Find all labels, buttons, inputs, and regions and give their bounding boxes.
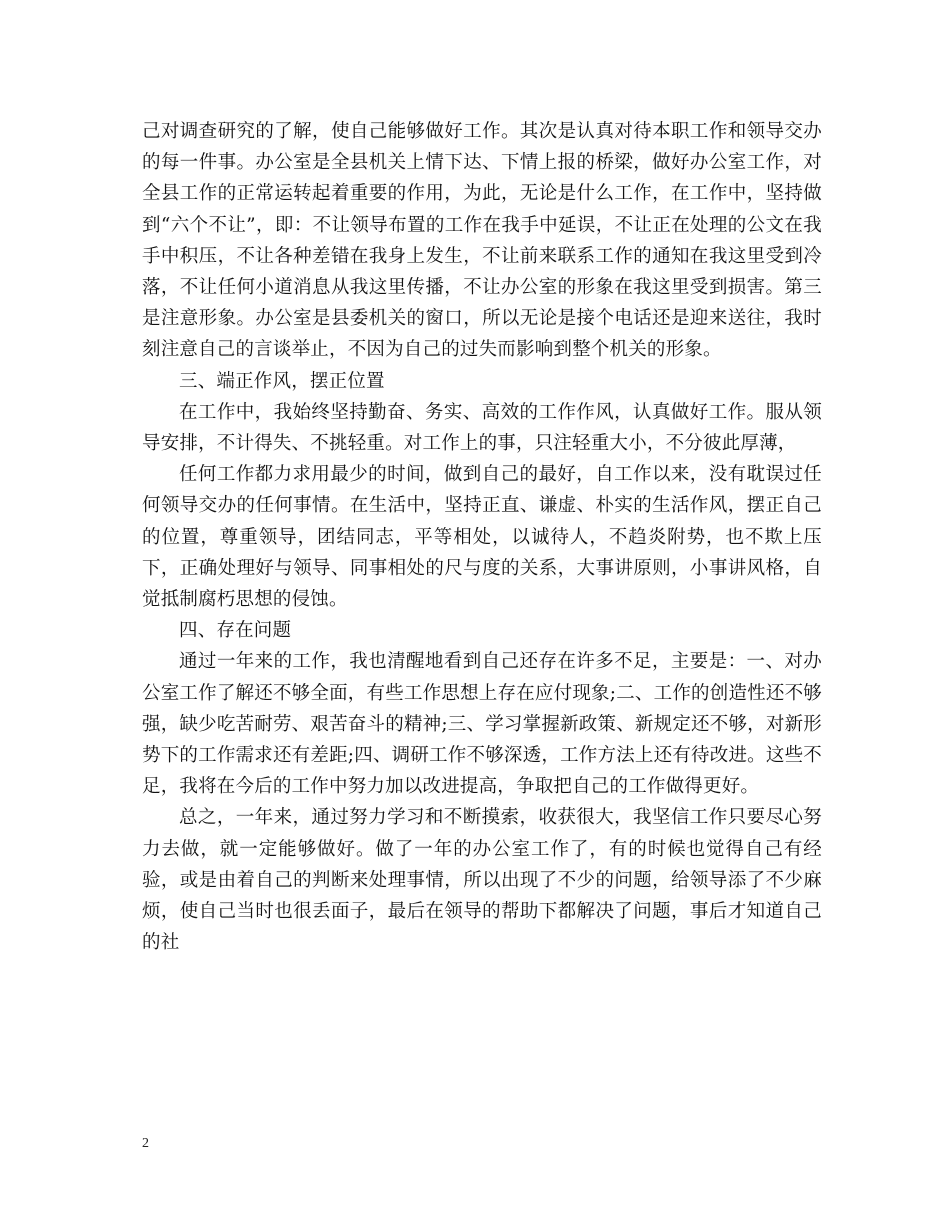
page-number: 2 — [142, 1136, 149, 1151]
paragraph-continuation: 己对调查研究的了解，使自己能够做好工作。其次是认真对待本职工作和领导交办的每一件事。办公室是全县机关上情下达、下情上报的桥梁，做好办公室工作，对全县工作的正常运转起着重要的作用，为此，无论是什么工作，在工作中，坚持做到“六个不让”，即：不让领导布置的工作在我手中延误，不让正在处理的公文在我手中积压，不让各种差错在我身上发生，不让前来联系工作的通知在我这里受到冷落，不让任何小道消息从我这里传播，不让办公室的形象在我这里受到损害。第三是注意形象。办公室是县委机关的窗口，所以无论是接个电话还是迎来送往，我时刻注意自己的言谈举止，不因为自己的过失而影响到整个机关的形象。 — [142, 121, 822, 361]
paragraph-work-style: 在工作中，我始终坚持勤奋、务实、高效的工作作风，认真做好工作。服从领导安排，不计得失、不挑轻重。对工作上的事，只注轻重大小，不分彼此厚薄， — [142, 401, 822, 455]
section-heading-3: 三、端正作风，摆正位置 — [179, 370, 385, 392]
paragraph-problems: 通过一年来的工作，我也清醒地看到自己还存在许多不足，主要是：一、对办公室工作了解还不够全面，有些工作思想上存在应付现象;二、工作的创造性还不够强，缺少吃苦耐劳、艰苦奋斗的精神;三、学习掌握新政策、新规定还不够，对新形势下的工作需求还有差距;四、调研工作不够深透，工作方法上还有待改进。这些不足，我将在今后的工作中努力加以改进提高，争取把自己的工作做得更好。 — [142, 651, 822, 798]
paragraph-summary: 总之，一年来，通过努力学习和不断摸索，收获很大，我坚信工作只要尽心努力去做，就一定能够做好。做了一年的办公室工作了，有的时候也觉得自己有经验，或是由着自己的判断来处理事情，所以出现了不少的问题，给领导添了不少麻烦，使自己当时也很丢面子，最后在领导的帮助下都解决了问题，事后才知道自己的社 — [142, 807, 822, 954]
paragraph-efficiency: 任何工作都力求用最少的时间，做到自己的最好，自工作以来，没有耽误过任何领导交办的任何事情。在生活中，坚持正直、谦虚、朴实的生活作风，摆正自己的位置，尊重领导，团结同志，平等相处，以诚待人，不趋炎附势，也不欺上压下，正确处理好与领导、同事相处的尺与度的关系，大事讲原则，小事讲风格，自觉抵制腐朽思想的侵蚀。 — [142, 464, 822, 611]
section-heading-4: 四、存在问题 — [179, 620, 292, 642]
document-body — [142, 116, 822, 958]
